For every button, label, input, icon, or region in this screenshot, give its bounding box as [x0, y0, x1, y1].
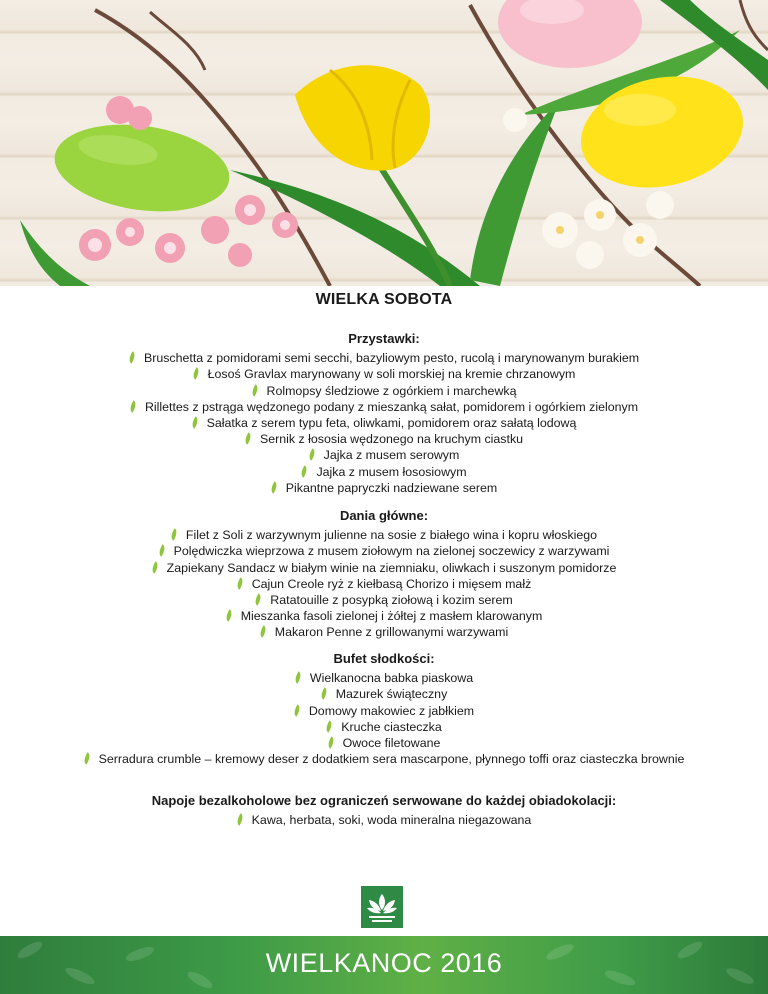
list-item: Sałatka z serem typu feta, oliwkami, pomidorem oraz sałatą lodową: [60, 415, 708, 431]
list-item: Kruche ciasteczka: [60, 719, 708, 735]
list-item: Mazurek świąteczny: [60, 686, 708, 702]
plant-logo-icon: [361, 886, 403, 928]
green-leaf-icon: [325, 736, 336, 748]
section-heading: Bufet słodkości:: [333, 651, 435, 666]
list-item: Rolmopsy śledziowe z ogórkiem i marchewką: [60, 383, 708, 399]
green-leaf-icon: [299, 465, 310, 477]
green-leaf-icon: [190, 368, 201, 380]
green-leaf-icon: [318, 688, 329, 700]
list-item: Jajka z musem serowym: [60, 447, 708, 463]
green-leaf-icon: [126, 351, 137, 363]
list-item: Polędwiczka wieprzowa z musem ziołowym na zielonej soczewicy z warzywami: [60, 543, 708, 559]
section-drinks: [60, 793, 708, 828]
green-leaf-icon: [156, 545, 167, 557]
list-item: Mieszanka fasoli zielonej i żółtej z masłem klarowanym: [60, 608, 708, 624]
green-leaf-icon: [306, 449, 317, 461]
green-leaf-icon: [234, 813, 245, 825]
list-item: Owoce filetowane: [60, 735, 708, 751]
list-item: Rillettes z pstrąga wędzonego podany z mieszanką sałat, pomidorem i ogórkiem zielonym: [60, 399, 708, 415]
green-leaf-icon: [253, 593, 264, 605]
list-item: Bruschetta z pomidorami semi secchi, bazyliowym pesto, rucolą i marynowanym burakiem: [60, 350, 708, 366]
green-leaf-icon: [292, 671, 303, 683]
list-item: Ratatouille z posypką ziołową i kozim serem: [60, 592, 708, 608]
section-mains: [60, 508, 708, 641]
list-item: Łosoś Gravlax marynowany w soli morskiej na kremie chrzanowym: [60, 366, 708, 382]
list-item: Wielkanocna babka piaskowa: [60, 670, 708, 686]
section-heading: Przystawki:: [348, 331, 420, 346]
green-leaf-icon: [268, 481, 279, 493]
section-heading: Dania główne:: [339, 508, 429, 523]
list-item: Jajka z musem łososiowym: [60, 464, 708, 480]
green-leaf-icon: [81, 752, 92, 764]
page-title: WIELKA SOBOTA: [315, 291, 453, 308]
green-leaf-icon: [149, 561, 160, 573]
list-item: Domowy makowiec z jabłkiem: [60, 703, 708, 719]
list-item: Makaron Penne z grillowanymi warzywami: [60, 624, 708, 640]
footer-banner: [0, 936, 768, 994]
green-leaf-icon: [127, 400, 138, 412]
list-item: Pikantne papryczki nadziewane serem: [60, 480, 708, 496]
green-leaf-icon: [242, 432, 253, 444]
section-starters: [60, 331, 708, 496]
green-leaf-icon: [324, 720, 335, 732]
green-leaf-icon: [234, 577, 245, 589]
section-heading: Napoje bezalkoholowe bez ograniczeń serwowane do każdej obiadokolacji:: [151, 793, 617, 808]
list-item: Serradura crumble – kremowy deser z dodatkiem sera mascarpone, płynnego toffi oraz ciasteczka brownie: [50, 751, 718, 767]
green-leaf-icon: [249, 384, 260, 396]
green-leaf-icon: [189, 416, 200, 428]
green-leaf-icon: [168, 528, 179, 540]
green-leaf-icon: [291, 704, 302, 716]
green-leaf-icon: [223, 609, 234, 621]
green-leaf-icon: [257, 626, 268, 638]
list-item: Kawa, herbata, soki, woda mineralna niegazowana: [60, 812, 708, 828]
easter-eggs-tulips-photo: [0, 0, 768, 286]
list-item: Filet z Soli z warzywnym julienne na sosie z białego wina i kopru włoskiego: [60, 527, 708, 543]
footer-title: WIELKANOC 2016: [265, 948, 503, 978]
list-item: Sernik z łososia wędzonego na kruchym ciastku: [60, 431, 708, 447]
section-desserts: [60, 651, 708, 767]
list-item: Zapiekany Sandacz w białym winie na ziemniaku, oliwkach i suszonym pomidorze: [60, 560, 708, 576]
list-item: Cajun Creole ryż z kiełbasą Chorizo i mięsem małż: [60, 576, 708, 592]
header-photo: [0, 0, 768, 286]
